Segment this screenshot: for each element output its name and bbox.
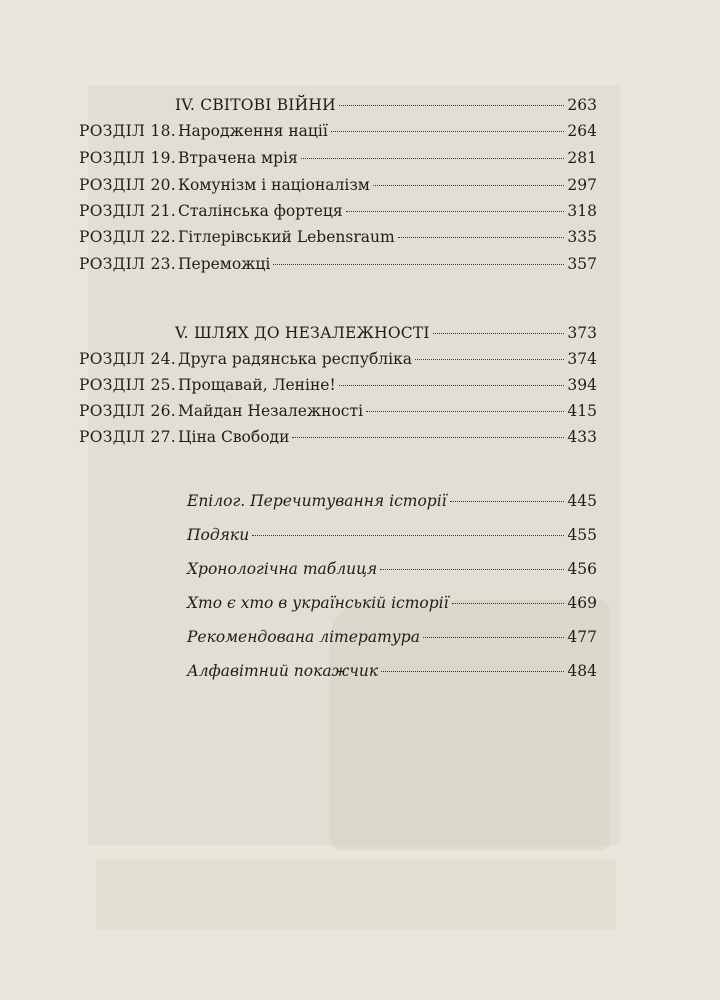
toc-chapter-24[interactable] [79, 346, 597, 372]
dot-leader [415, 359, 564, 360]
dot-leader [398, 237, 565, 238]
page-number: 445 [567, 492, 597, 510]
toc-chapter-19[interactable] [79, 145, 597, 171]
page-number: 318 [567, 202, 597, 220]
chapter-number: РОЗДІЛ 27. [79, 428, 177, 446]
page-number: 357 [567, 255, 597, 273]
toc-chronology[interactable] [187, 556, 597, 582]
chapter-title: Прощавай, Леніне! [178, 376, 336, 394]
part-title: V. ШЛЯХ ДО НЕЗАЛЕЖНОСТІ [175, 324, 430, 342]
page-number: 297 [567, 176, 597, 194]
part-title: IV. СВІТОВІ ВІЙНИ [175, 96, 336, 114]
dot-leader [252, 535, 564, 536]
page-number: 456 [567, 560, 597, 578]
page-number: 433 [567, 428, 597, 446]
toc-acknowledgements[interactable] [187, 522, 597, 548]
chapter-title: Ціна Свободи [178, 428, 290, 446]
toc-chapter-25[interactable] [79, 372, 597, 398]
chapter-number: РОЗДІЛ 20. [79, 176, 177, 194]
toc-chapter-21[interactable] [79, 198, 597, 224]
toc-chapter-18[interactable] [79, 118, 597, 144]
dot-leader [452, 603, 565, 604]
chapter-number: РОЗДІЛ 24. [79, 350, 177, 368]
toc-chapter-23[interactable] [79, 251, 597, 277]
chapter-number: РОЗДІЛ 22. [79, 228, 177, 246]
back-matter-title: Епілог. Перечитування історії [187, 492, 447, 510]
page-number: 469 [567, 594, 597, 612]
toc-chapter-27[interactable] [79, 424, 597, 450]
dot-leader [373, 185, 565, 186]
page-number: 394 [567, 376, 597, 394]
dot-leader [339, 385, 565, 386]
chapter-number: РОЗДІЛ 19. [79, 149, 177, 167]
back-matter-title: Алфавітний покажчик [187, 662, 379, 680]
toc-who-is-who[interactable] [187, 590, 597, 616]
page-number: 335 [567, 228, 597, 246]
chapter-title: Комунізм і націоналізм [178, 176, 370, 194]
dot-leader [331, 131, 565, 132]
chapter-title: Втрачена мрія [178, 149, 298, 167]
page-number: 415 [567, 402, 597, 420]
toc-part-4[interactable] [175, 92, 597, 118]
toc-chapter-26[interactable] [79, 398, 597, 424]
chapter-title: Переможці [178, 255, 271, 273]
toc-further-reading[interactable] [187, 624, 597, 650]
back-matter-title: Подяки [187, 526, 250, 544]
dot-leader [339, 105, 565, 106]
chapter-title: Народження нації [178, 122, 328, 140]
toc-index[interactable] [187, 658, 597, 684]
chapter-number: РОЗДІЛ 23. [79, 255, 177, 273]
chapter-title: Друга радянська республіка [178, 350, 413, 368]
chapter-number: РОЗДІЛ 18. [79, 122, 177, 140]
dot-leader [433, 333, 565, 334]
dot-leader [273, 264, 564, 265]
chapter-number: РОЗДІЛ 21. [79, 202, 177, 220]
page-number: 281 [567, 149, 597, 167]
chapter-title: Гітлерівський Lebensraum [178, 228, 395, 246]
page-number: 374 [567, 350, 597, 368]
toc-chapter-20[interactable] [79, 172, 597, 198]
page-number: 484 [567, 662, 597, 680]
chapter-title: Майдан Незалежності [178, 402, 364, 420]
dot-leader [380, 569, 564, 570]
dot-leader [346, 211, 565, 212]
page-number: 264 [567, 122, 597, 140]
chapter-title: Сталінська фортеця [178, 202, 343, 220]
page-number: 373 [567, 324, 597, 342]
dot-leader [366, 411, 564, 412]
chapter-number: РОЗДІЛ 25. [79, 376, 177, 394]
dot-leader [292, 437, 564, 438]
dot-leader [301, 158, 565, 159]
dot-leader [381, 671, 564, 672]
chapter-number: РОЗДІЛ 26. [79, 402, 177, 420]
page-number: 477 [567, 628, 597, 646]
page-number: 455 [567, 526, 597, 544]
back-matter-title: Хто є хто в українській історії [187, 594, 449, 612]
toc-epilogue[interactable] [187, 488, 597, 514]
page-number: 263 [567, 96, 597, 114]
dot-leader [450, 501, 565, 502]
back-matter-title: Хронологічна таблиця [187, 560, 378, 578]
dot-leader [423, 637, 564, 638]
back-matter-title: Рекомендована література [187, 628, 420, 646]
toc-part-5[interactable] [175, 320, 597, 346]
toc-chapter-22[interactable] [79, 224, 597, 250]
